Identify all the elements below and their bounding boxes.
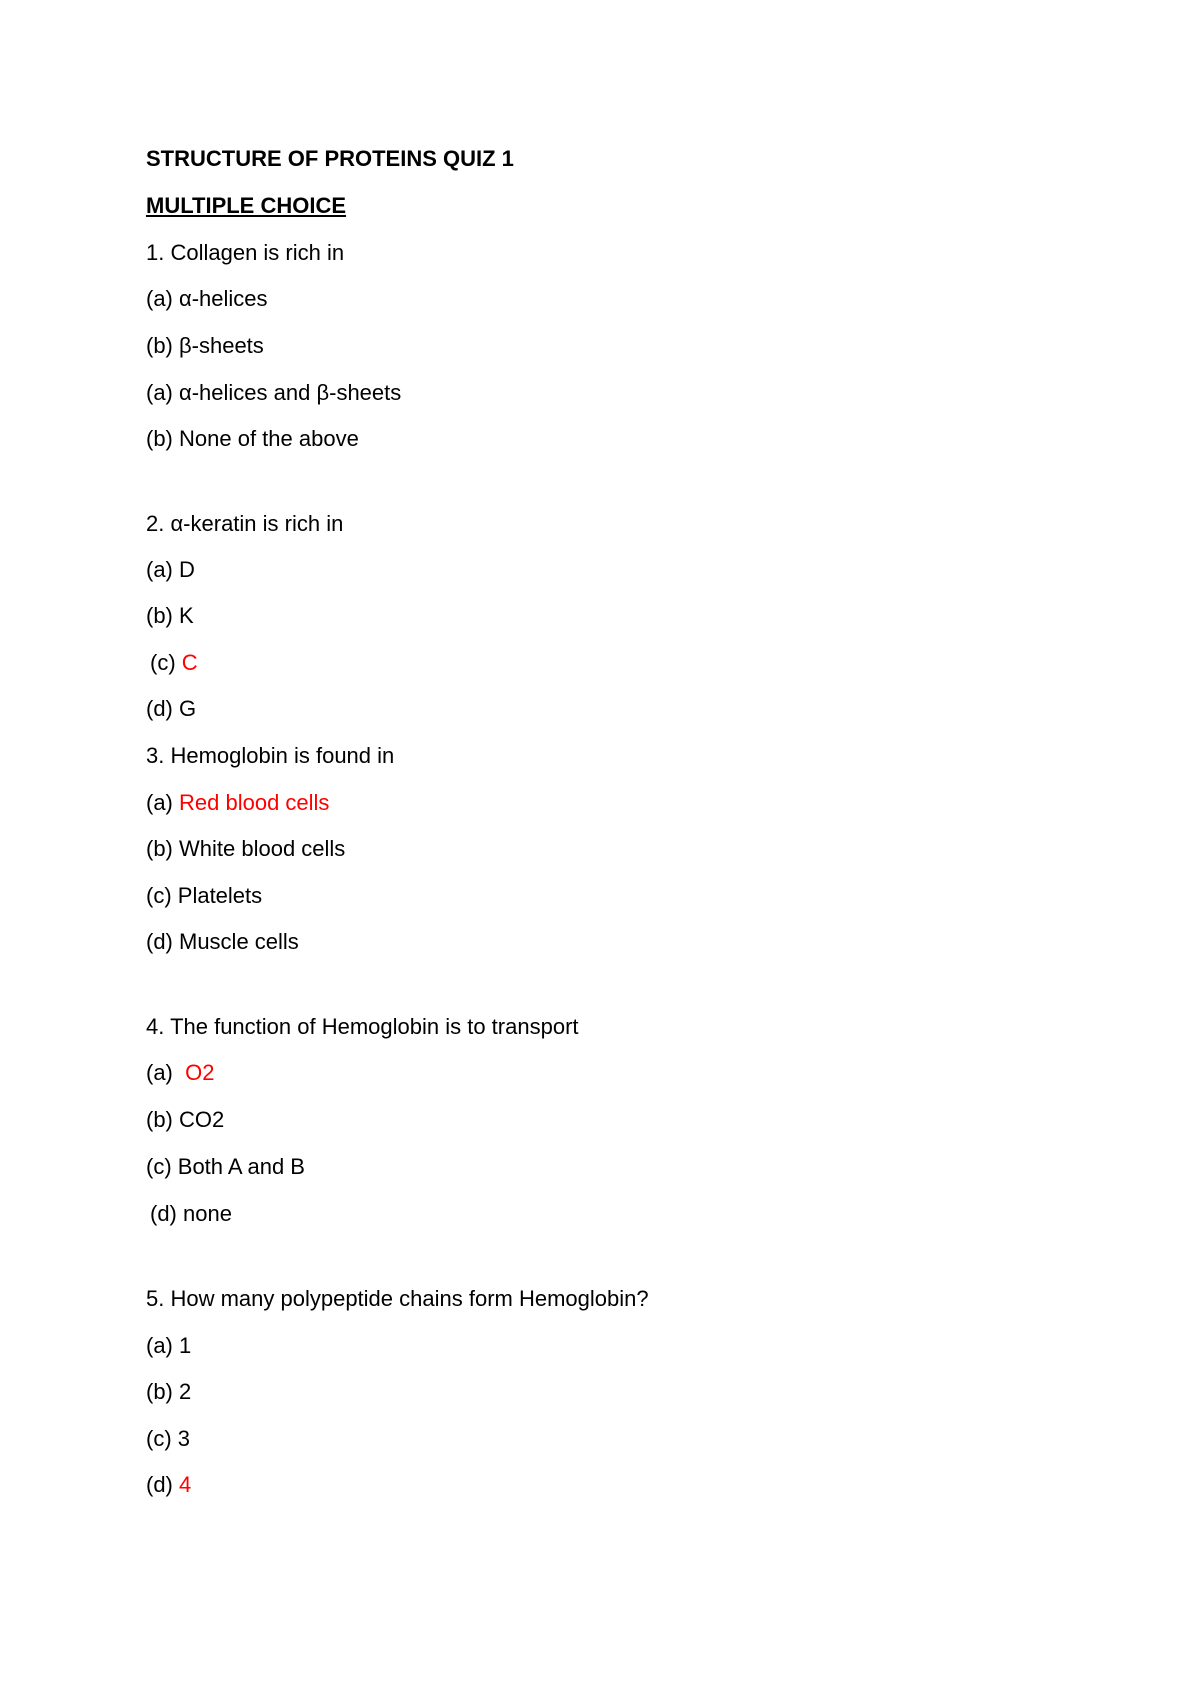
q5-option-3 (146, 1426, 190, 1452)
option-text: Both A and B (177, 1154, 305, 1179)
q1-option-1 (146, 286, 268, 312)
option-text: none (183, 1201, 232, 1226)
question-2: 2. α-keratin is rich in (146, 511, 344, 536)
question-5: 5. How many polypeptide chains form Hemoglobin? (146, 1286, 649, 1311)
option-label: (a) (146, 790, 179, 815)
option-text: 3 (177, 1426, 191, 1451)
option-label: (a) (146, 1060, 186, 1085)
question-3: 3. Hemoglobin is found in (146, 743, 395, 768)
option-label: (a) (146, 557, 179, 582)
option-text: α-helices and β-sheets (179, 380, 402, 405)
option-text: Platelets (177, 883, 263, 908)
question-1: 1. Collagen is rich in (146, 240, 345, 265)
q5-option-4 (146, 1472, 191, 1498)
answer-highlight: Red blood cells (179, 790, 330, 815)
q4-option-1 (146, 1060, 214, 1086)
document-title: STRUCTURE OF PROTEINS QUIZ 1 (146, 146, 514, 171)
option-label: (c) (150, 650, 182, 675)
q5-option-2 (146, 1379, 191, 1405)
q1-option-2 (146, 333, 264, 359)
option-label: (b) (146, 603, 179, 628)
q3-option-4 (146, 929, 299, 955)
q3-option-2 (146, 836, 345, 862)
question-4: 4. The function of Hemoglobin is to transport (146, 1014, 579, 1039)
answer-highlight: C (181, 650, 198, 675)
option-label: (d) (146, 696, 179, 721)
option-text: CO2 (179, 1107, 225, 1132)
answer-highlight: 4 (179, 1472, 192, 1497)
option-label: (b) (146, 1107, 179, 1132)
q4-option-2 (146, 1107, 224, 1133)
option-text: White blood cells (179, 836, 346, 861)
option-label: (b) (146, 836, 179, 861)
q2-option-3 (150, 650, 198, 676)
option-text: 1 (179, 1333, 192, 1358)
option-text: K (179, 603, 194, 628)
option-label: (c) (146, 1154, 178, 1179)
q1-option-3 (146, 380, 401, 406)
option-label: (d) (146, 929, 179, 954)
option-text: None of the above (179, 426, 359, 451)
option-text: α-helices (179, 286, 268, 311)
option-label: (a) (146, 286, 179, 311)
option-label: (c) (146, 883, 178, 908)
option-label: (d) (146, 1472, 179, 1497)
option-text: β-sheets (179, 333, 264, 358)
q4-option-4 (150, 1201, 232, 1227)
option-label: (b) (146, 333, 179, 358)
q4-option-3 (146, 1154, 305, 1180)
option-label: (a) (146, 380, 179, 405)
q1-option-4 (146, 426, 359, 452)
option-text: Muscle cells (179, 929, 299, 954)
q3-option-1 (146, 790, 329, 816)
option-label: (d) (150, 1201, 183, 1226)
option-label: (a) (146, 1333, 179, 1358)
q2-option-2 (146, 603, 194, 629)
q5-option-1 (146, 1333, 191, 1359)
answer-highlight: O2 (185, 1060, 215, 1085)
option-text: G (179, 696, 197, 721)
option-label: (b) (146, 1379, 179, 1404)
q2-option-4 (146, 696, 196, 722)
option-text: D (179, 557, 195, 582)
option-label: (b) (146, 426, 179, 451)
q2-option-1 (146, 557, 195, 583)
q3-option-3 (146, 883, 262, 909)
option-text: 2 (179, 1379, 192, 1404)
option-label: (c) (146, 1426, 178, 1451)
section-heading: MULTIPLE CHOICE (146, 193, 347, 218)
